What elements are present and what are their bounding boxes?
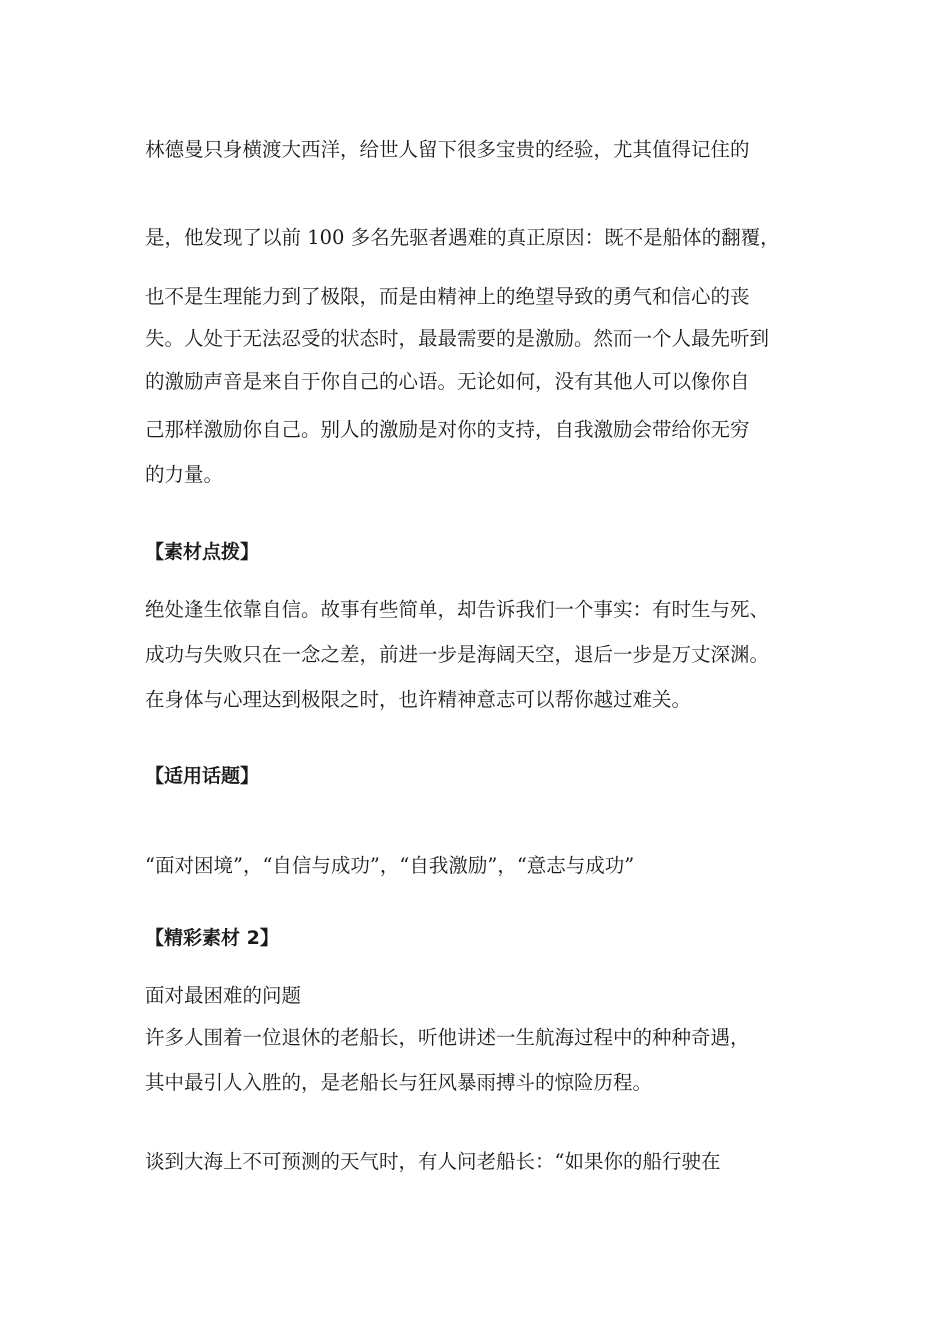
- paragraph-line: 谈到大海上不可预测的天气时，有人问老船长：“如果你的船行驶在: [145, 1150, 721, 1173]
- paragraph-line: 也不是生理能力到了极限，而是由精神上的绝望导致的勇气和信心的丧: [145, 285, 750, 308]
- section-heading-material-tips: 【素材点拨】: [145, 541, 260, 563]
- paragraph-line: 林德曼只身横渡大西洋，给世人留下很多宝贵的经验，尤其值得记住的: [145, 138, 750, 161]
- paragraph-line: 己那样激励你自己。别人的激励是对你的支持，自我激励会带给你无穷: [145, 418, 750, 441]
- paragraph-line: 是，他发现了以前 100 多名先驱者遇难的真正原因：既不是船体的翻覆，: [145, 226, 780, 249]
- story-title: 面对最困难的问题: [145, 984, 302, 1007]
- section-heading-topics: 【适用话题】: [145, 765, 260, 787]
- section-heading-material-2: 【精彩素材 2】: [145, 927, 279, 949]
- topics-line: “面对困境”，“自信与成功”，“自我激励”，“意志与成功”: [145, 854, 635, 877]
- paragraph-line: 的力量。: [145, 463, 224, 486]
- paragraph-line: 成功与失败只在一念之差，前进一步是海阔天空，退后一步是万丈深渊。: [145, 643, 770, 666]
- paragraph-line: 失。人处于无法忍受的状态时，最最需要的是激励。然而一个人最先听到: [145, 327, 770, 350]
- paragraph-line: 的激励声音是来自于你自己的心语。无论如何，没有其他人可以像你自: [145, 370, 750, 393]
- paragraph-line: 其中最引人入胜的，是老船长与狂风暴雨搏斗的惊险历程。: [145, 1071, 653, 1094]
- paragraph-line: 在身体与心理达到极限之时，也许精神意志可以帮你越过难关。: [145, 688, 692, 711]
- paragraph-line: 许多人围着一位退休的老船长，听他讲述一生航海过程中的种种奇遇，: [145, 1026, 750, 1049]
- paragraph-line: 绝处逢生依靠自信。故事有些简单，却告诉我们一个事实：有时生与死、: [145, 598, 770, 621]
